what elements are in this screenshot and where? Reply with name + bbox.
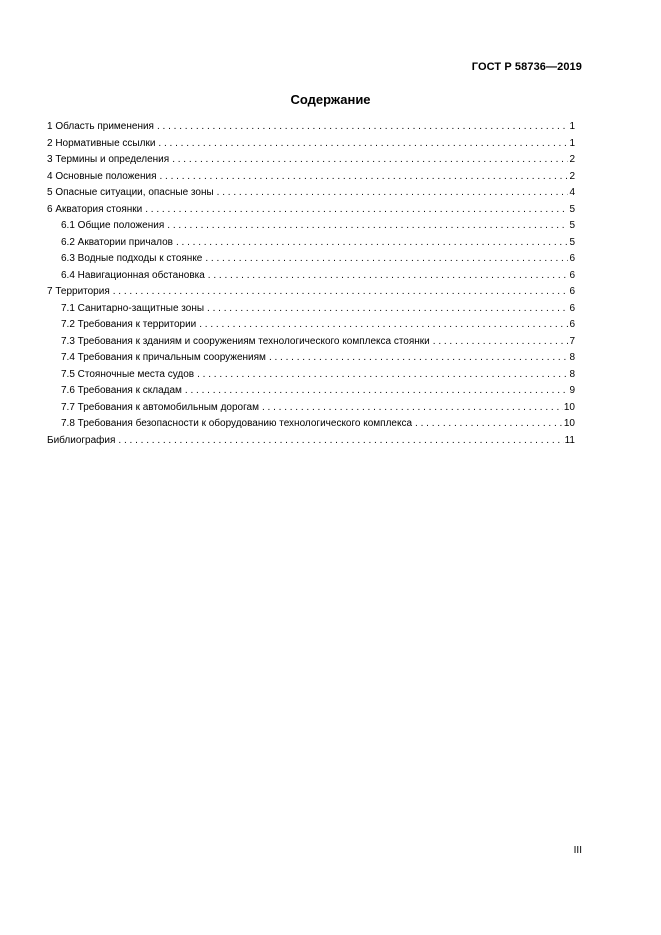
toc-entry-page: 8 <box>569 368 575 380</box>
toc-subentry[interactable] <box>47 416 575 433</box>
toc-dot-leader <box>113 284 569 301</box>
toc-entry-page: 2 <box>569 170 575 182</box>
toc-entry-page: 5 <box>569 203 575 215</box>
toc-dot-leader <box>158 136 568 153</box>
toc-dot-leader <box>433 334 569 351</box>
toc-entry-page: 6 <box>569 253 575 264</box>
toc-entry-label: 6.2 Акватории причалов <box>61 236 173 248</box>
toc-entry-label: 7.8 Требования безопасности к оборудованию технологического комплекса <box>61 418 413 429</box>
toc-dot-leader <box>185 383 569 400</box>
table-of-contents <box>47 119 575 449</box>
toc-subentry[interactable] <box>47 367 575 384</box>
toc-entry-label: Библиография <box>47 434 116 446</box>
toc-subentry[interactable] <box>47 218 575 235</box>
toc-entry[interactable] <box>47 136 575 153</box>
toc-entry-label: 7.2 Требования к территории <box>61 319 197 330</box>
toc-entry[interactable] <box>47 119 575 136</box>
toc-entry-page: 10 <box>563 401 575 413</box>
toc-dot-leader <box>172 152 568 169</box>
toc-subentry[interactable] <box>47 350 575 367</box>
toc-entry-label: 7.6 Требования к складам <box>61 385 182 396</box>
toc-dot-leader <box>269 350 569 367</box>
toc-entry[interactable] <box>47 202 575 219</box>
toc-dot-leader <box>217 185 569 202</box>
toc-entry-page: 2 <box>569 154 575 165</box>
toc-entry-page: 5 <box>569 236 575 248</box>
toc-subentry[interactable] <box>47 334 575 351</box>
toc-entry[interactable] <box>47 185 575 202</box>
toc-dot-leader <box>167 218 568 235</box>
toc-entry-label: 3 Термины и определения <box>47 154 170 165</box>
toc-dot-leader <box>160 169 569 186</box>
toc-entry[interactable] <box>47 284 575 301</box>
toc-dot-leader <box>199 317 568 334</box>
toc-dot-leader <box>207 301 568 318</box>
toc-dot-leader <box>208 268 569 285</box>
toc-entry-label: 6.3 Водные подходы к стоянке <box>61 253 203 264</box>
toc-entry-label: 7.1 Санитарно-защитные зоны <box>61 302 205 314</box>
toc-subentry[interactable] <box>47 301 575 318</box>
toc-dot-leader <box>176 235 568 252</box>
toc-dot-leader <box>415 416 563 433</box>
toc-entry-page: 9 <box>569 385 575 396</box>
toc-entry-label: 7.7 Требования к автомобильным дорогам <box>61 401 259 413</box>
toc-dot-leader <box>205 251 568 268</box>
toc-subentry[interactable] <box>47 235 575 252</box>
toc-subentry[interactable] <box>47 251 575 268</box>
document-code: ГОСТ Р 58736—2019 <box>471 61 582 73</box>
toc-entry-page: 5 <box>569 220 575 231</box>
toc-entry[interactable] <box>47 433 575 450</box>
toc-entry-page: 1 <box>569 121 575 132</box>
toc-entry-page: 10 <box>563 418 575 429</box>
toc-entry-label: 6.4 Навигационная обстановка <box>61 269 205 281</box>
toc-entry-page: 1 <box>569 137 575 149</box>
toc-entry-label: 7 Территория <box>47 286 110 297</box>
toc-entry-label: 7.3 Требования к зданиям и сооружениям технологического комплекса стоянки <box>61 335 430 347</box>
toc-dot-leader <box>197 367 568 384</box>
toc-entry-label: 6 Акватория стоянки <box>47 203 143 215</box>
toc-entry-label: 7.5 Стояночные места судов <box>61 368 195 380</box>
toc-title: Содержание <box>290 92 371 107</box>
toc-subentry[interactable] <box>47 317 575 334</box>
toc-entry-page: 6 <box>569 302 575 314</box>
toc-dot-leader <box>262 400 563 417</box>
toc-entry-page: 7 <box>569 335 575 347</box>
toc-entry-label: 4 Основные положения <box>47 170 157 182</box>
toc-entry-page: 8 <box>569 352 575 363</box>
toc-entry-label: 7.4 Требования к причальным сооружениям <box>61 352 266 363</box>
toc-entry-page: 6 <box>569 286 575 297</box>
toc-entry-label: 1 Область применения <box>47 121 154 132</box>
toc-entry-page: 11 <box>564 434 575 446</box>
toc-dot-leader <box>157 119 568 136</box>
toc-entry-page: 4 <box>569 187 575 198</box>
toc-entry[interactable] <box>47 152 575 169</box>
toc-subentry[interactable] <box>47 383 575 400</box>
toc-entry-label: 5 Опасные ситуации, опасные зоны <box>47 187 214 198</box>
page-number: III <box>573 845 582 856</box>
toc-dot-leader <box>145 202 568 219</box>
toc-entry[interactable] <box>47 169 575 186</box>
toc-entry-page: 6 <box>569 319 575 330</box>
toc-dot-leader <box>118 433 563 450</box>
toc-entry-page: 6 <box>569 269 575 281</box>
toc-subentry[interactable] <box>47 400 575 417</box>
toc-entry-label: 2 Нормативные ссылки <box>47 137 156 149</box>
toc-subentry[interactable] <box>47 268 575 285</box>
toc-entry-label: 6.1 Общие положения <box>61 220 165 231</box>
